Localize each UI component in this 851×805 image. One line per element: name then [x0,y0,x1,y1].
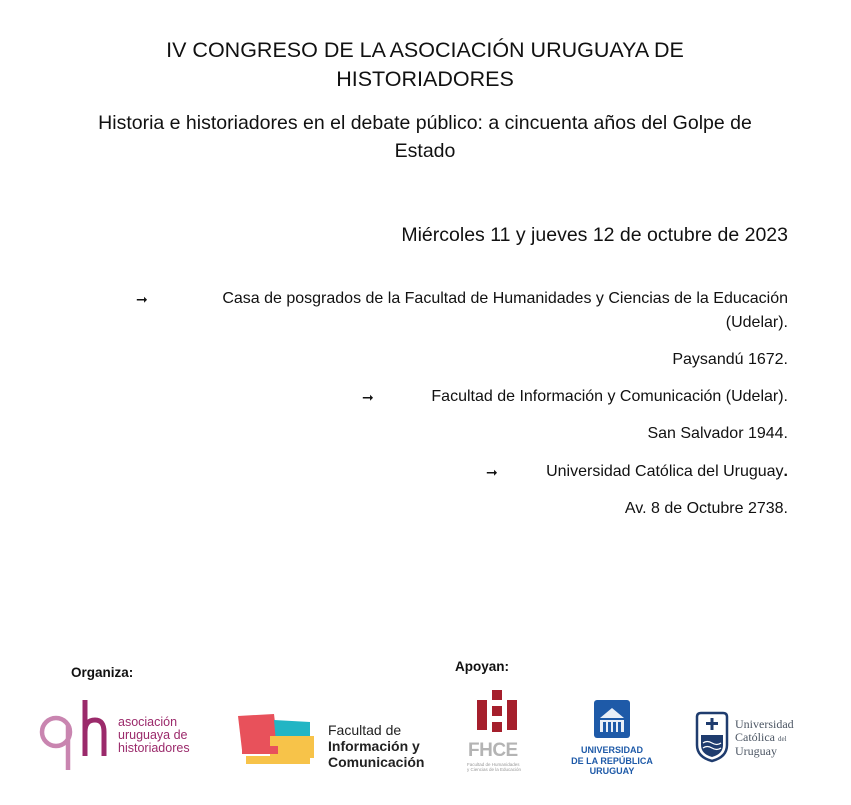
venue-3-name-text: Universidad Católica del Uruguay [546,463,784,480]
fhce-logo [465,690,529,778]
fhce-acronym: FHCE [468,740,518,761]
ucu-line-2: Católica [735,729,775,744]
udelar-line-1: UNIVERSIDAD [580,745,643,755]
fhce-small-text [467,762,521,772]
ucu-logo-text [735,718,794,758]
udelar-line-3: URUGUAY [589,766,635,776]
fic-line-3: Comunicación [328,754,425,770]
auh-line-3: historiadores [118,741,190,755]
arrow-right-icon: ➞ [486,464,498,480]
udelar-logo-text [570,745,654,777]
fhce-small-2: y Ciencias de la Educación [467,767,522,772]
venue-2-name: Facultad de Información y Comunicación (Udelar). [431,388,788,405]
arrow-right-icon: ➞ [362,389,374,405]
ucu-logo [694,711,804,767]
venue-3-address: Av. 8 de Octubre 2738. [624,500,788,517]
auh-line-2: uruguaya de [118,728,188,742]
fic-logo-mark [238,712,316,768]
udelar-line-2: DE LA REPÚBLICA [571,755,653,766]
event-date: Miércoles 11 y jueves 12 de octubre de 2023 [401,224,788,246]
fic-line-1: Facultad de [328,722,402,738]
venue-3-name [546,460,788,484]
venue-1-address: Paysandú 1672. [672,351,788,368]
fhce-small-1: Facultad de Humanidades [467,762,520,767]
ucu-logo-mark [694,711,730,763]
ucu-line-1: Universidad [735,717,794,731]
title-line-2: HISTORIADORES [336,67,514,91]
fic-logo-text [328,722,424,770]
ucu-line-2-wrap [735,731,794,746]
fic-line-2: Información y [328,738,420,754]
venue-3-name-period: . [783,463,788,480]
apoyan-label: Apoyan: [455,659,509,674]
udelar-logo-mark [570,698,654,742]
fhce-logo-mark [465,690,529,736]
ucu-line-2-small: del [777,734,787,743]
auh-logo-text [118,716,190,755]
auh-line-1: asociación [118,715,178,729]
fic-logo [238,712,438,770]
subtitle-line-1: Historia e historiadores en el debate público: a cincuenta años del Golpe de [98,112,752,134]
ucu-line-3: Uruguay [735,744,777,758]
auh-logo-mark [38,696,118,772]
subtitle-line-2: Estado [394,140,456,162]
venue-2-address: San Salvador 1944. [647,425,788,442]
auh-logo [38,696,198,772]
arrow-right-icon: ➞ [136,291,148,307]
udelar-logo [570,698,654,778]
venue-1-name-line-2: (Udelar). [725,314,788,331]
title-line-1: IV CONGRESO DE LA ASOCIACIÓN URUGUAYA DE [166,38,684,62]
venue-1-name-line-1: Casa de posgrados de la Facultad de Humanidades y Ciencias de la Educación [222,290,788,307]
organiza-label: Organiza: [71,665,134,680]
